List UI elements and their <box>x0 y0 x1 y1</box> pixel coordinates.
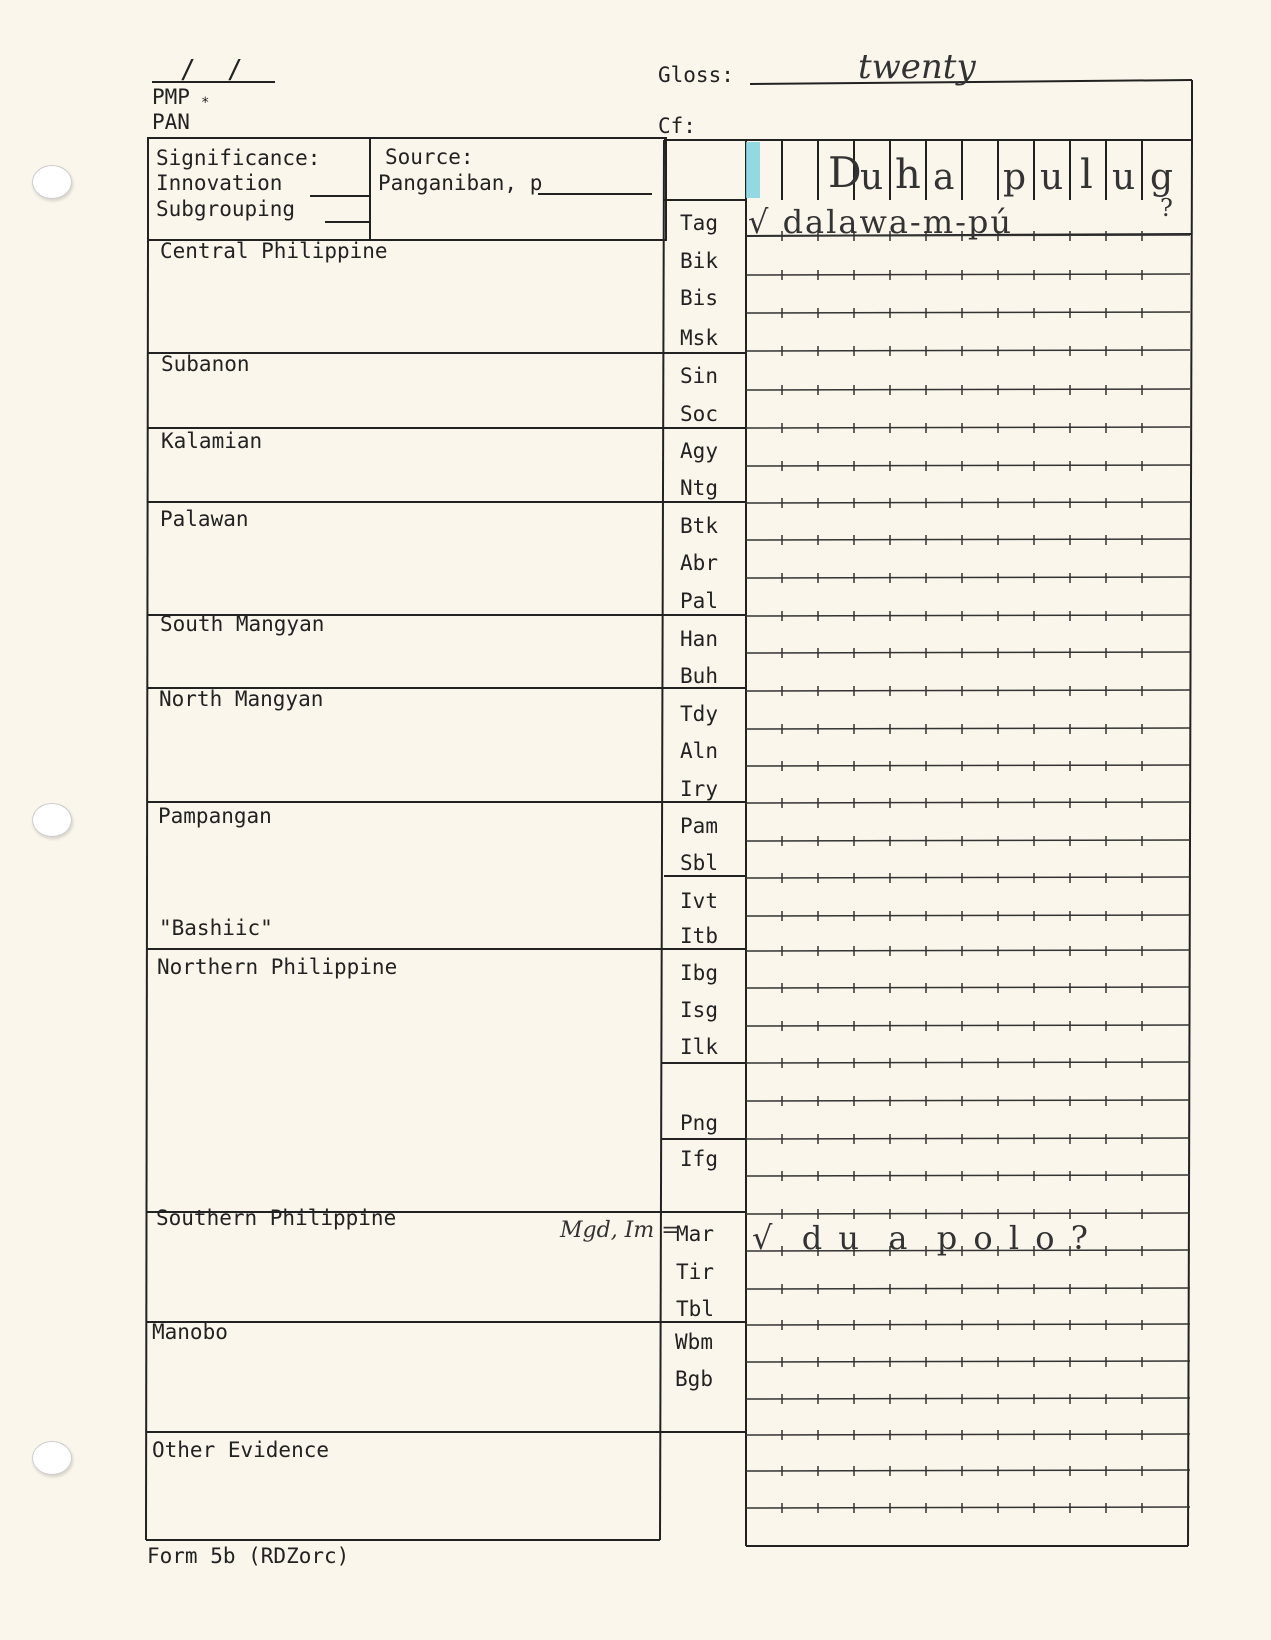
group-south-mangyan: South Mangyan <box>160 612 325 636</box>
lang-isg: Isg <box>680 998 718 1022</box>
entry-line <box>746 728 1190 729</box>
lang-mar: Mar <box>676 1222 714 1246</box>
top-letter-7: u <box>1040 157 1064 198</box>
top-letter-1: u <box>860 157 884 198</box>
lang-bik: Bik <box>680 249 718 273</box>
lang-bis: Bis <box>680 286 718 310</box>
lang-btk: Btk <box>680 514 718 538</box>
lang-pal: Pal <box>680 589 718 613</box>
pmp-asterisk: * <box>201 95 210 111</box>
entry-line <box>746 1100 1190 1101</box>
entry-line <box>746 1361 1190 1362</box>
entry-line <box>746 877 1190 878</box>
group-manobo: Manobo <box>152 1320 228 1344</box>
top-letter-3: a <box>933 157 955 198</box>
top-letter-9: u <box>1112 157 1136 198</box>
lang-bgb: Bgb <box>675 1367 713 1391</box>
entry-line <box>746 502 1190 503</box>
lang-soc: Soc <box>680 402 718 426</box>
lang-tag: Tag <box>680 211 718 235</box>
top-letter-0: D <box>828 148 862 197</box>
entry-line <box>746 950 1190 951</box>
significance-label: Significance: <box>156 146 321 170</box>
gloss-label: Gloss: <box>658 63 734 87</box>
lang-aln: Aln <box>680 739 718 763</box>
entry-mar: √ d u a p o l o ? <box>752 1219 1091 1257</box>
entry-line <box>746 690 1190 691</box>
entry-line <box>746 1138 1190 1139</box>
top-letter-8: l <box>1080 152 1093 198</box>
entry-line <box>746 615 1190 616</box>
top-question-mark: ? <box>1160 194 1173 222</box>
entry-line <box>746 987 1190 988</box>
lang-sbl: Sbl <box>680 851 718 875</box>
lang-ivt: Ivt <box>680 889 718 913</box>
entry-line <box>746 1398 1190 1399</box>
entry-line <box>746 1175 1190 1176</box>
entry-line <box>746 1470 1190 1471</box>
entry-line <box>746 765 1190 766</box>
entry-line <box>746 1324 1190 1325</box>
innovation-label: Innovation <box>156 171 283 195</box>
highlight-mark <box>746 142 760 198</box>
gloss-value: twenty <box>858 47 976 87</box>
entry-line <box>746 539 1190 540</box>
entry-line <box>746 389 1190 390</box>
lang-han: Han <box>680 627 718 651</box>
lang-png: Png <box>680 1111 718 1135</box>
entry-line <box>746 350 1190 351</box>
entry-line <box>746 915 1190 916</box>
entry-line <box>746 652 1190 653</box>
top-letter-10: g <box>1150 157 1174 198</box>
subgrouping-label: Subgrouping <box>156 197 296 221</box>
lang-wbm: Wbm <box>675 1330 713 1354</box>
group-central-philippine: Central Philippine <box>160 239 388 263</box>
entry-line <box>746 465 1190 466</box>
entry-line <box>746 840 1190 841</box>
lang-iry: Iry <box>680 777 718 801</box>
group-pampangan: Pampangan <box>158 804 272 828</box>
lang-tdy: Tdy <box>680 702 718 726</box>
group-other-evidence: Other Evidence <box>152 1438 330 1462</box>
group-kalamian: Kalamian <box>161 429 263 453</box>
source-label: Source: <box>385 145 474 169</box>
source-value: Panganiban, p <box>378 171 543 195</box>
entry-line <box>746 1213 1190 1214</box>
lang-ntg: Ntg <box>680 476 718 500</box>
entry-line <box>746 577 1190 578</box>
pmp-label: PMP <box>152 85 190 109</box>
entry-line <box>746 1434 1190 1435</box>
entry-line <box>746 1288 1190 1289</box>
entry-line <box>746 1507 1190 1508</box>
form-label: Form 5b (RDZorc) <box>147 1544 350 1568</box>
slash-marks: / / <box>180 55 243 85</box>
group-southern-philippine: Southern Philippine <box>156 1206 397 1230</box>
lang-buh: Buh <box>680 664 718 688</box>
group-subanon: Subanon <box>161 352 250 376</box>
lang-ilk: Ilk <box>680 1035 718 1059</box>
group-northern-philippine: Northern Philippine <box>157 955 398 979</box>
lang-tbl: Tbl <box>676 1297 714 1321</box>
entry-line <box>746 274 1190 275</box>
group-bashiic: "Bashiic" <box>159 916 273 940</box>
pan-label: PAN <box>152 110 190 134</box>
entry-tag: √ dalawa-m-pú <box>748 203 1013 241</box>
entry-mar-prefix: Mgd, Im = <box>560 1218 680 1243</box>
top-letter-6: p <box>1003 157 1027 198</box>
cf-label: Cf: <box>658 114 696 138</box>
lang-msk: Msk <box>680 326 718 350</box>
lang-agy: Agy <box>680 439 718 463</box>
lang-abr: Abr <box>680 551 718 575</box>
entry-line <box>746 1062 1190 1063</box>
group-north-mangyan: North Mangyan <box>159 687 324 711</box>
entry-line <box>746 802 1190 803</box>
lang-tir: Tir <box>676 1260 714 1284</box>
lang-pam: Pam <box>680 814 718 838</box>
lang-sin: Sin <box>680 364 718 388</box>
entry-line <box>746 312 1190 313</box>
top-letter-2: h <box>895 152 921 198</box>
entry-line <box>746 427 1190 428</box>
lang-itb: Itb <box>680 924 718 948</box>
lang-ibg: Ibg <box>680 961 718 985</box>
entry-line <box>746 1025 1190 1026</box>
group-palawan: Palawan <box>160 507 249 531</box>
lang-ifg: Ifg <box>680 1147 718 1171</box>
